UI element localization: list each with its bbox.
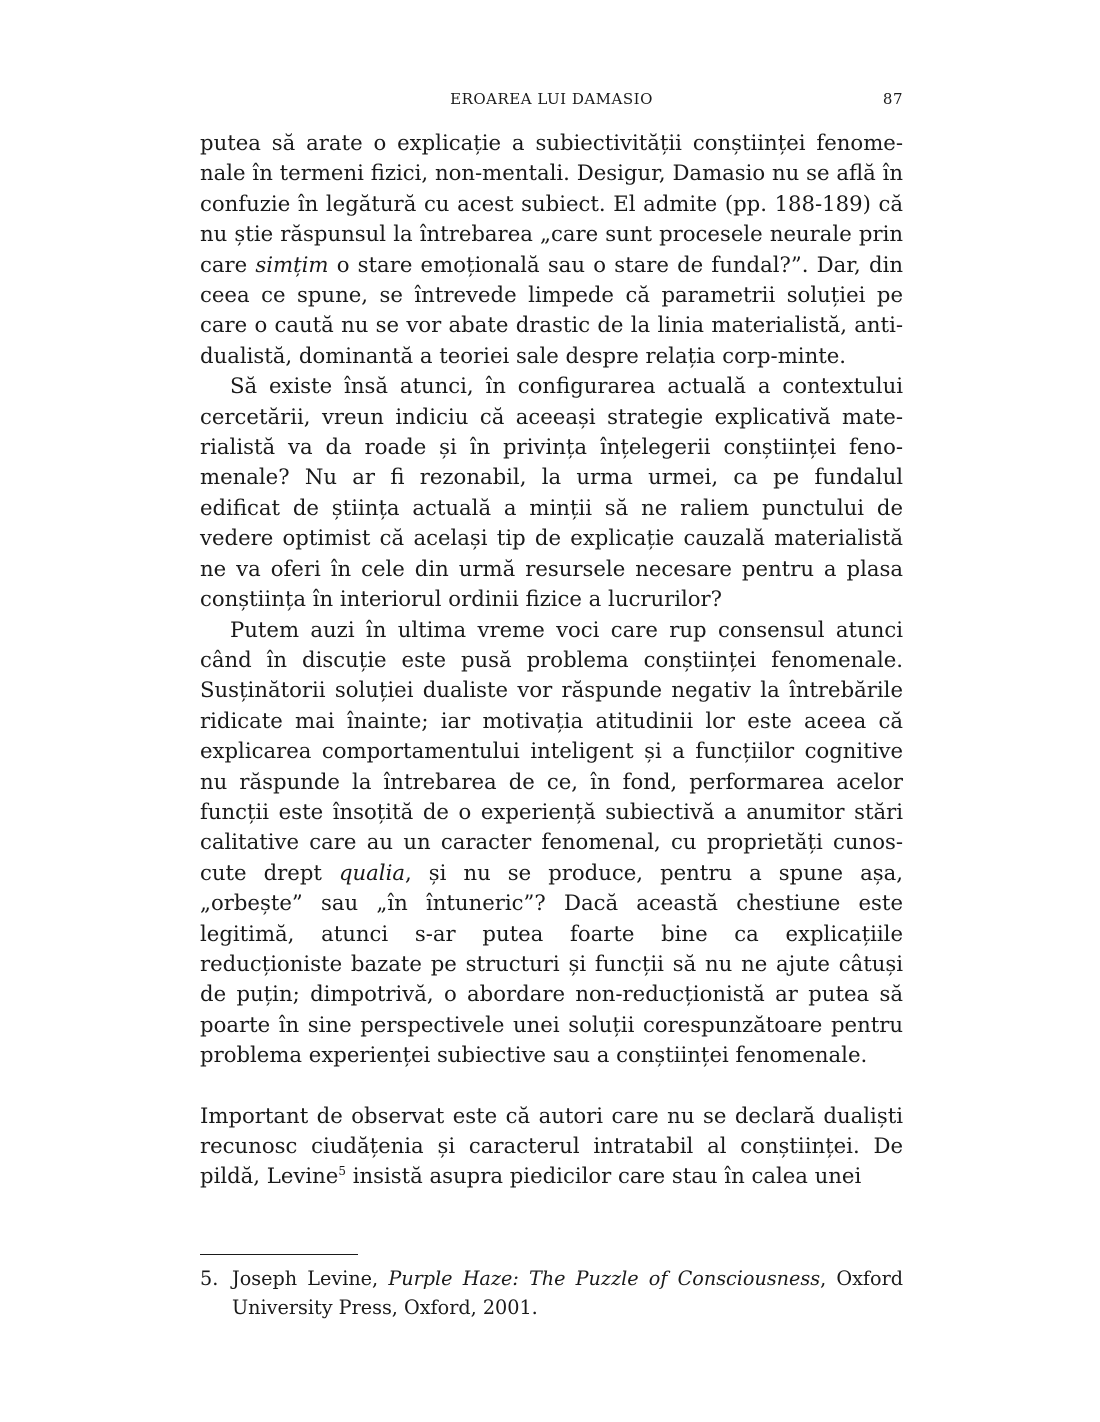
running-title: EROAREA LUI DAMASIO [450,90,653,108]
footnote-separator [200,1254,358,1255]
footnotes [200,1264,903,1322]
body-text [200,128,903,1192]
footnote-reference[interactable]: 5 [338,1164,346,1179]
footnote-text [232,1264,903,1322]
paragraph-1-text-b: o stare emoțională sau o stare de fundal?”. Dar, din ceea ce spune, se întrevede limpede că parametrii soluției pe care o caută nu se vor abate drastic de la linia materialistă, anti-dualistă, dominantă a teoriei sale despre relația corp-minte. [200,251,903,368]
paragraph-3-text-b: , și nu se produce, pentru a spune așa, „orbește” sau „în întuneric”? Dacă această chestiune este legitimă, atunci s-ar putea foarte bine ca explicațiile reducționiste bazate pe structuri și funcții să nu ne ajute câtuși de puțin; dimpotrivă, o abordare non-reducționistă ar putea să poarte în sine perspectivele unei soluții corespunzătoare pentru problema experienței subiective sau a conștiinței fenomenale. [200,859,903,1068]
paragraph-3-emphasis: qualia [338,859,405,885]
paragraph-1-emphasis: simțim [255,251,329,277]
footnote-publisher: , Oxford University Press, Oxford, 2001. [232,1267,904,1319]
paragraph-2: Să existe însă atunci, în configurarea actuală a contextului cercetării, vreun indiciu că aceeași strategie explicativă materialistă va da roade și în privința înțelegerii conștiinței fenomenale? Nu ar fi rezonabil, la urma urmei, ca pe fundalul edificat de știința actuală a minții să ne raliem punctului de vedere optimist că același tip de explicație cauzală materialistă ne va oferi în cele din urmă resursele necesare pentru a plasa conștiința în interiorul ordinii fizice a lucrurilor? [200,373,903,612]
paragraph-1 [200,128,903,371]
running-header [200,90,903,114]
paragraph-4-text-a: Important de observat este că autori care nu se declară dualiști recunosc ciudățenia și caracterul intratabil al conștiinței. De pildă, Levine [200,1102,903,1189]
paragraph-4-text-b: insistă asupra piedicilor care stau în calea unei [345,1163,862,1189]
footnote-author: Joseph Levine, [232,1267,389,1290]
paragraph-4 [200,1101,903,1192]
paragraph-3-text-a: Putem auzi în ultima vreme voci care rup consensul atunci când în discuție este pusă problema conștiinței fenomenale. Susținătorii soluției dualiste vor răspunde negativ la întrebările ridicate mai înainte; iar motivația atitudinii lor este aceea că explicarea comportamentului inteligent și a funcțiilor cognitive nu răspunde la întrebarea de ce, în fond, performarea acelor funcții este însoțită de o experiență subiectivă a anumitor stări calitative care au un caracter fenomenal, cu proprietăți cunoscute drept [200,616,903,885]
paragraph-1-text-a: putea să arate o explicație a subiectivității conștiinței fenomenale în termeni fizici, non-mentali. Desigur, Damasio nu se află în confuzie în legătură cu acest subiect. El admite (pp. 188-189) că nu știe răspunsul la întrebarea „care sunt procesele neurale prin care [200,130,903,277]
footnote-5 [200,1264,903,1322]
footnote-number: 5. [200,1267,219,1290]
paragraph-3 [200,615,903,1071]
page-number: 87 [882,90,903,108]
footnote-title: Purple Haze: The Puzzle of Consciousness [388,1267,821,1290]
